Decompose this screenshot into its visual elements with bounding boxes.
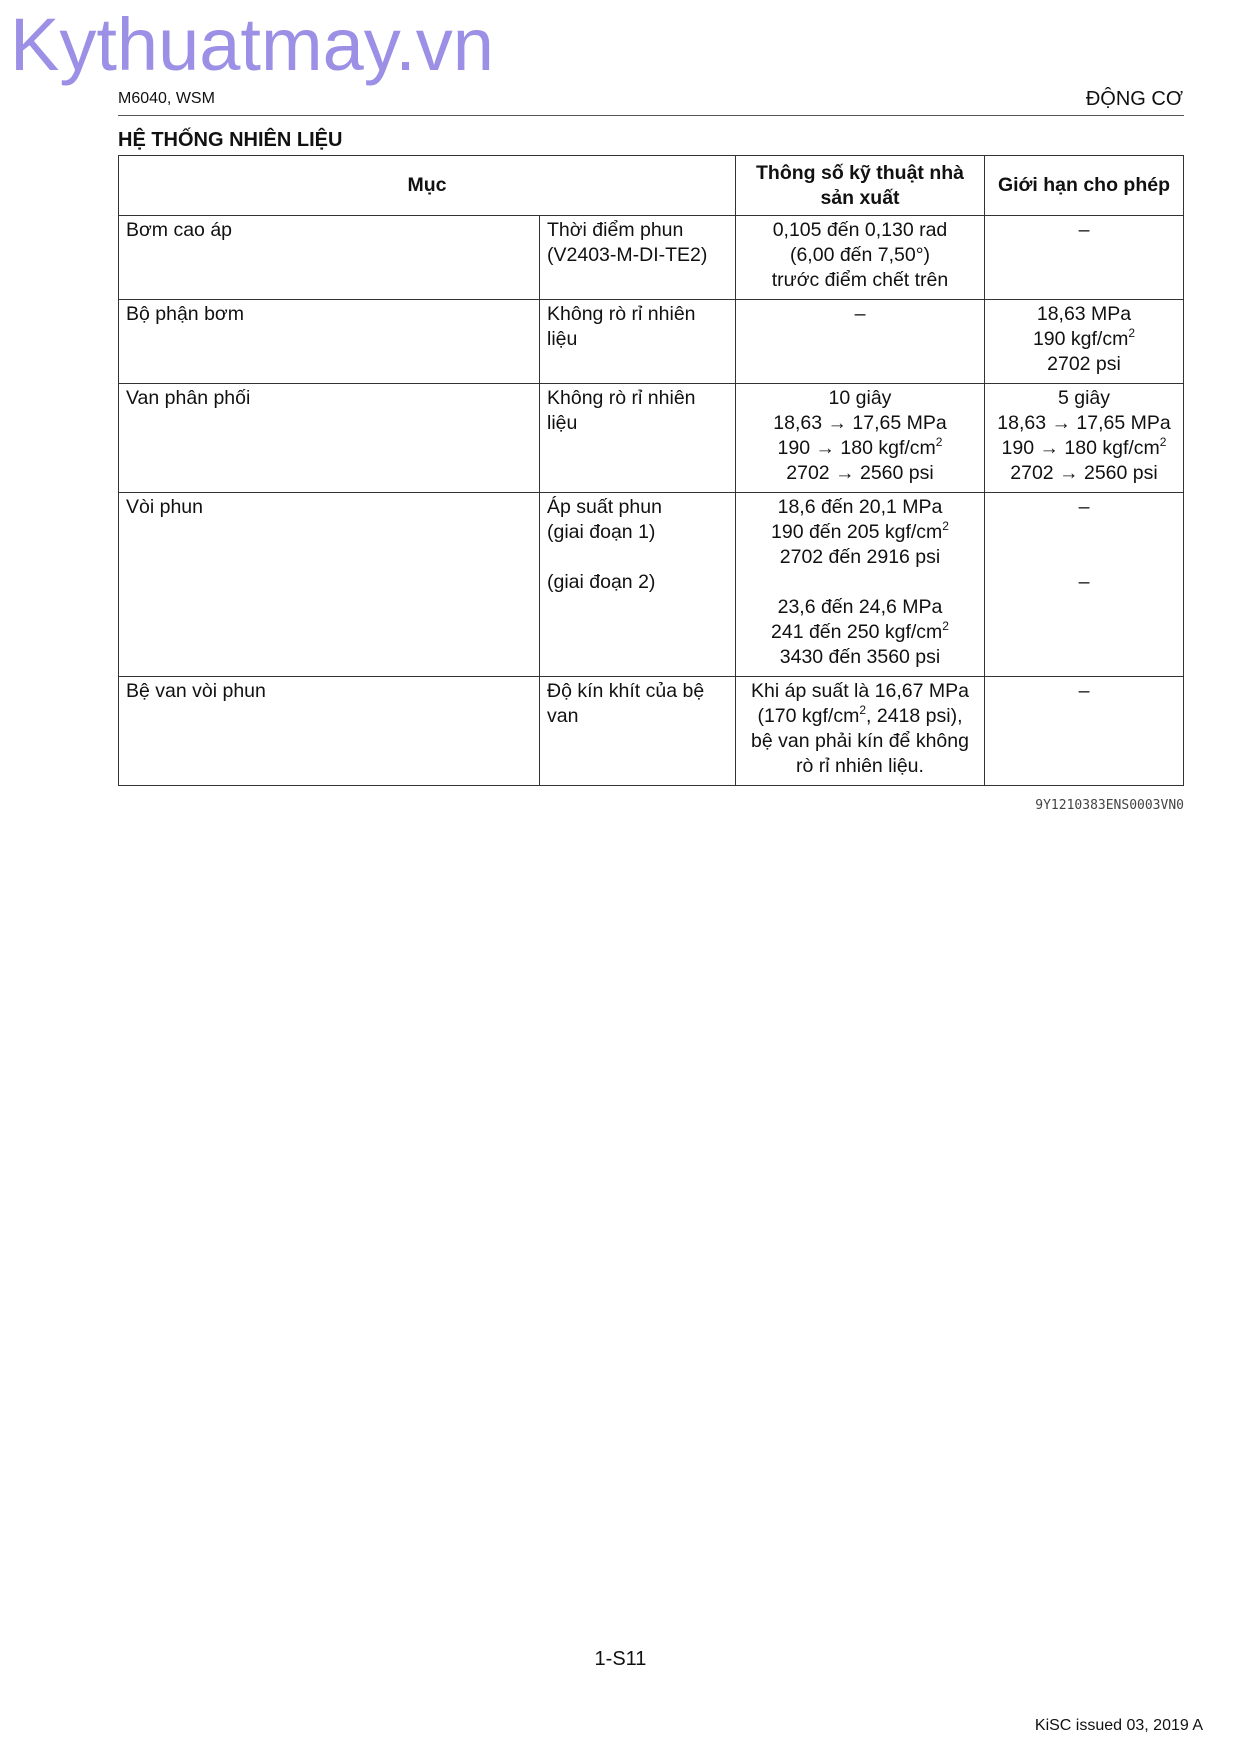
table-row bbox=[119, 216, 1184, 300]
header-chapter: ĐỘNG CƠ bbox=[1085, 88, 1183, 110]
row-item: Bộ phận bơm bbox=[119, 300, 540, 384]
row-subitem: Độ kín khít của bệ van bbox=[540, 677, 736, 786]
row-spec: 10 giây 18,63 → 17,65 MPa 190 → 180 kgf/$cm^2$ 2702 → 2560 psi bbox=[736, 384, 985, 493]
row-item: Bệ van vòi phun bbox=[119, 677, 540, 786]
header-model: M6040, WSM bbox=[118, 90, 215, 107]
row-limit: – bbox=[985, 216, 1184, 300]
footer-issued: KiSC issued 03, 2019 A bbox=[1034, 1717, 1203, 1734]
page-number: 1-S11 bbox=[594, 1648, 647, 1670]
watermark: Kythuatmay.vn bbox=[10, 3, 494, 86]
section-title: HỆ THỐNG NHIÊN LIỆU bbox=[118, 129, 343, 151]
table-row bbox=[119, 300, 1184, 384]
row-item: Vòi phun bbox=[119, 493, 540, 677]
document-code: 9Y1210383ENS0003VN0 bbox=[1035, 798, 1184, 813]
header-rule bbox=[118, 115, 1184, 116]
table-row bbox=[119, 493, 1184, 677]
row-limit: – – bbox=[985, 493, 1184, 677]
row-spec: – bbox=[736, 300, 985, 384]
row-subitem: Thời điểm phun (V2403-M-DI-TE2) bbox=[540, 216, 736, 300]
table-row bbox=[119, 384, 1184, 493]
header-limit: Giới hạn cho phép bbox=[985, 156, 1184, 216]
row-limit: – bbox=[985, 677, 1184, 786]
row-limit: 18,63 MPa 190 kgf/$cm^2$ 2702 psi bbox=[985, 300, 1184, 384]
row-spec: 18,6 đến 20,1 MPa 190 đến 205 kgf/$cm^2$ 2702 đến 2916 psi 23,6 đến 24,6 MPa 241 đến 250 kgf/$cm^2$ 3430 đến 3560 psi bbox=[736, 493, 985, 677]
row-item: Van phân phối bbox=[119, 384, 540, 493]
table-row bbox=[119, 677, 1184, 786]
header-item: Mục bbox=[119, 156, 736, 216]
row-spec: 0,105 đến 0,130 rad (6,00 đến 7,50°) trước điểm chết trên bbox=[736, 216, 985, 300]
table-header-row bbox=[119, 156, 1184, 216]
row-subitem: Không rò rỉ nhiên liệu bbox=[540, 300, 736, 384]
spec-table bbox=[118, 155, 1184, 786]
row-spec: Khi áp suất là 16,67 MPa (170 kgf/$cm^2$, 2418 psi), bệ van phải kín để không rò rỉ nhiên liệu. bbox=[736, 677, 985, 786]
row-item: Bơm cao áp bbox=[119, 216, 540, 300]
header-spec: Thông số kỹ thuật nhà sản xuất bbox=[736, 156, 985, 216]
row-subitem: Áp suất phun (giai đoạn 1) (giai đoạn 2) bbox=[540, 493, 736, 677]
row-subitem: Không rò rỉ nhiên liệu bbox=[540, 384, 736, 493]
row-limit: 5 giây 18,63 → 17,65 MPa 190 → 180 kgf/$cm^2$ 2702 → 2560 psi bbox=[985, 384, 1184, 493]
